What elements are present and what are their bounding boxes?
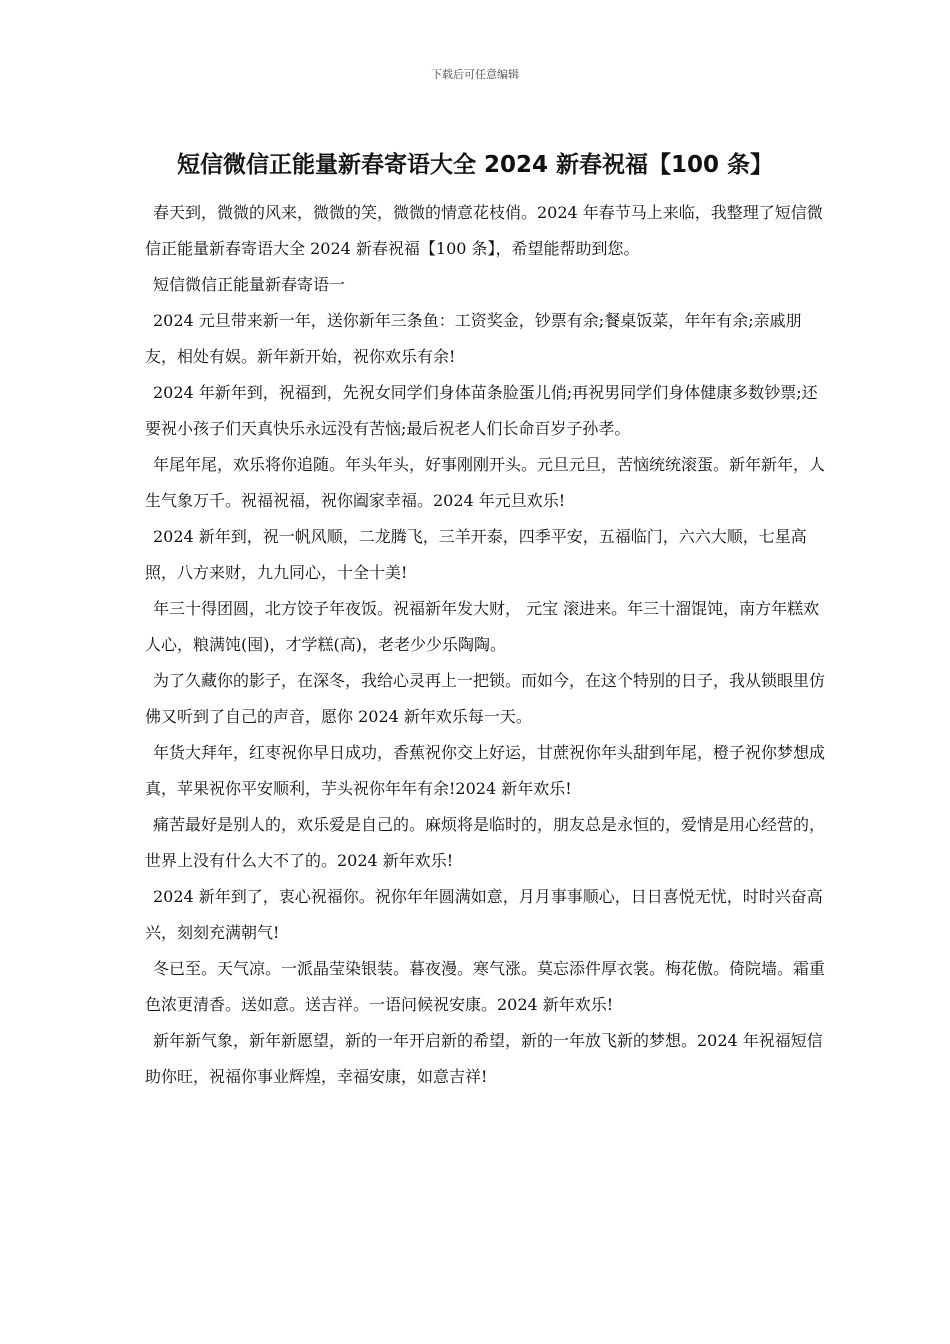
greeting-paragraph: 年三十得团圆，北方饺子年夜饭。祝福新年发大财， 元宝 滚进来。年三十溜馄饨，南方年糕欢人心，粮满饨(囤)，才学糕(高)，老老少少乐陶陶。 (145, 599, 820, 654)
section-heading: 短信微信正能量新春寄语一 (153, 275, 346, 294)
document-body (145, 195, 830, 1095)
greeting-paragraph: 冬已至。天气凉。一派晶莹染银装。暮夜漫。寒气涨。莫忘添件厚衣裳。梅花傲。倚院墙。霜重色浓更清香。送如意。送吉祥。一语问候祝安康。2024 新年欢乐! (145, 959, 826, 1014)
greeting-paragraph: 2024 新年到，祝一帆风顺，二龙腾飞，三羊开泰，四季平安，五福临门，六六大顺，七星高照，八方来财，九九同心，十全十美! (145, 527, 807, 582)
greeting-paragraph: 2024 新年到了，衷心祝福你。祝你年年圆满如意，月月事事顺心，日日喜悦无忧，时时兴奋高兴，刻刻充满朝气! (145, 887, 823, 942)
greeting-paragraph: 新年新气象，新年新愿望，新的一年开启新的希望，新的一年放飞新的梦想。2024 年祝福短信助你旺，祝福你事业辉煌，幸福安康，如意吉祥! (145, 1031, 823, 1086)
document-title: 短信微信正能量新春寄语大全 2024 新春祝福【100 条】 (176, 152, 774, 178)
header-note: 下载后可任意编辑 (431, 68, 519, 81)
greeting-paragraph: 为了久藏你的影子，在深冬，我给心灵再上一把锁。而如今，在这个特别的日子，我从锁眼里仿佛又听到了自己的声音，愿你 2024 新年欢乐每一天。 (145, 671, 826, 726)
greeting-paragraph: 年尾年尾，欢乐将你追随。年头年头，好事刚刚开头。元旦元旦，苦恼统统滚蛋。新年新年，人生气象万千。祝福祝福，祝你阖家幸福。2024 年元旦欢乐! (145, 455, 826, 510)
greeting-paragraph: 2024 元旦带来新一年，送你新年三条鱼：工资奖金，钞票有余;餐桌饭菜，年年有余;亲戚朋友，相处有娱。新年新开始，祝你欢乐有余! (145, 311, 802, 366)
greeting-paragraph: 痛苦最好是别人的，欢乐爱是自己的。麻烦将是临时的，朋友总是永恒的，爱情是用心经营的，世界上没有什么大不了的。2024 新年欢乐! (145, 815, 826, 870)
greeting-paragraph: 年货大拜年，红枣祝你早日成功，香蕉祝你交上好运，甘蔗祝你年头甜到年尾，橙子祝你梦想成真，苹果祝你平安顺利，芋头祝你年年有余!2024 新年欢乐! (145, 743, 826, 798)
greeting-paragraph: 2024 年新年到，祝福到，先祝女同学们身体苗条脸蛋儿俏;再祝男同学们身体健康多数钞票;还要祝小孩子们天真快乐永远没有苦恼;最后祝老人们长命百岁子孙孝。 (145, 383, 818, 438)
intro-paragraph: 春天到，微微的风来，微微的笑，微微的情意花枝俏。2024 年春节马上来临，我整理了短信微信正能量新春寄语大全 2024 新春祝福【100 条】，希望能帮助到您。 (145, 203, 823, 258)
